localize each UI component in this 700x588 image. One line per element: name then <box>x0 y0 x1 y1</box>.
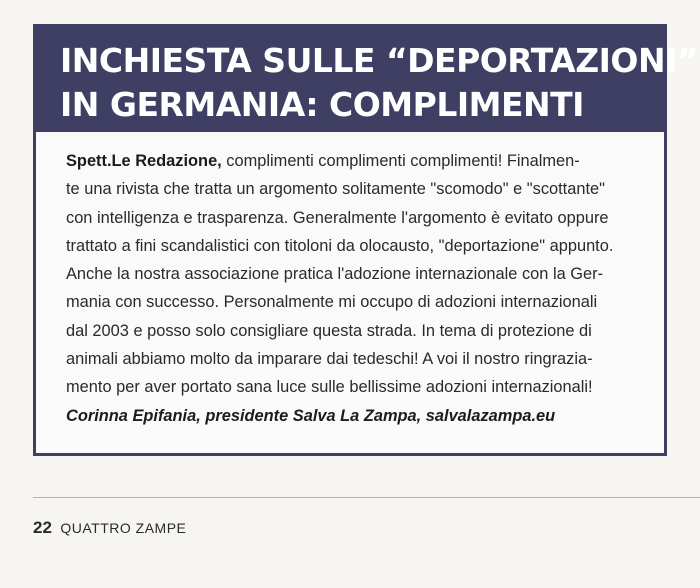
letter-box <box>33 24 699 456</box>
letter-line-text: complimenti complimenti complimenti! Finalmen- <box>221 152 580 170</box>
letter-signature: Corinna Epifania, presidente Salva La Zampa, salvalazampa.eu <box>66 406 556 425</box>
letter-line: trattato a fini scandalistici con titoloni da olocausto, "deportazione" appunto. <box>66 236 614 255</box>
letter-line: mento per aver portato sana luce sulle bellissime adozioni internazionali! <box>66 378 593 397</box>
letter-line: mania con successo. Personalmente mi occupo di adozioni internazionali <box>66 293 598 312</box>
footer-divider <box>33 497 700 498</box>
letter-line: Anche la nostra associazione pratica l'adozione internazionale con la Ger- <box>66 265 604 284</box>
letter-line: te una rivista che tratta un argomento solitamente "scomodo" e "scottante" <box>66 180 605 199</box>
letter-line: dal 2003 e posso solo consigliare questa strada. In tema di protezione di <box>66 321 592 340</box>
title-banner <box>36 27 699 132</box>
magazine-name: QUATTRO ZAMPE <box>60 520 187 536</box>
article-title-line-1: INCHIESTA SULLE “DEPORTAZIONI” <box>60 41 699 80</box>
letter-line: con intelligenza e trasparenza. Generalmente l'argomento è evitato oppure <box>66 208 609 227</box>
article-title-line-2: IN GERMANIA: COMPLIMENTI <box>60 85 584 124</box>
letter-body <box>66 147 646 430</box>
page-number: 22 <box>33 518 52 537</box>
page-footer <box>33 518 186 538</box>
letter-line: animali abbiamo molto da imparare dai tedeschi! A voi il nostro ringrazia- <box>66 350 593 369</box>
letter-salutation: Spett.Le Redazione, <box>66 152 222 170</box>
letter-line <box>66 147 646 175</box>
